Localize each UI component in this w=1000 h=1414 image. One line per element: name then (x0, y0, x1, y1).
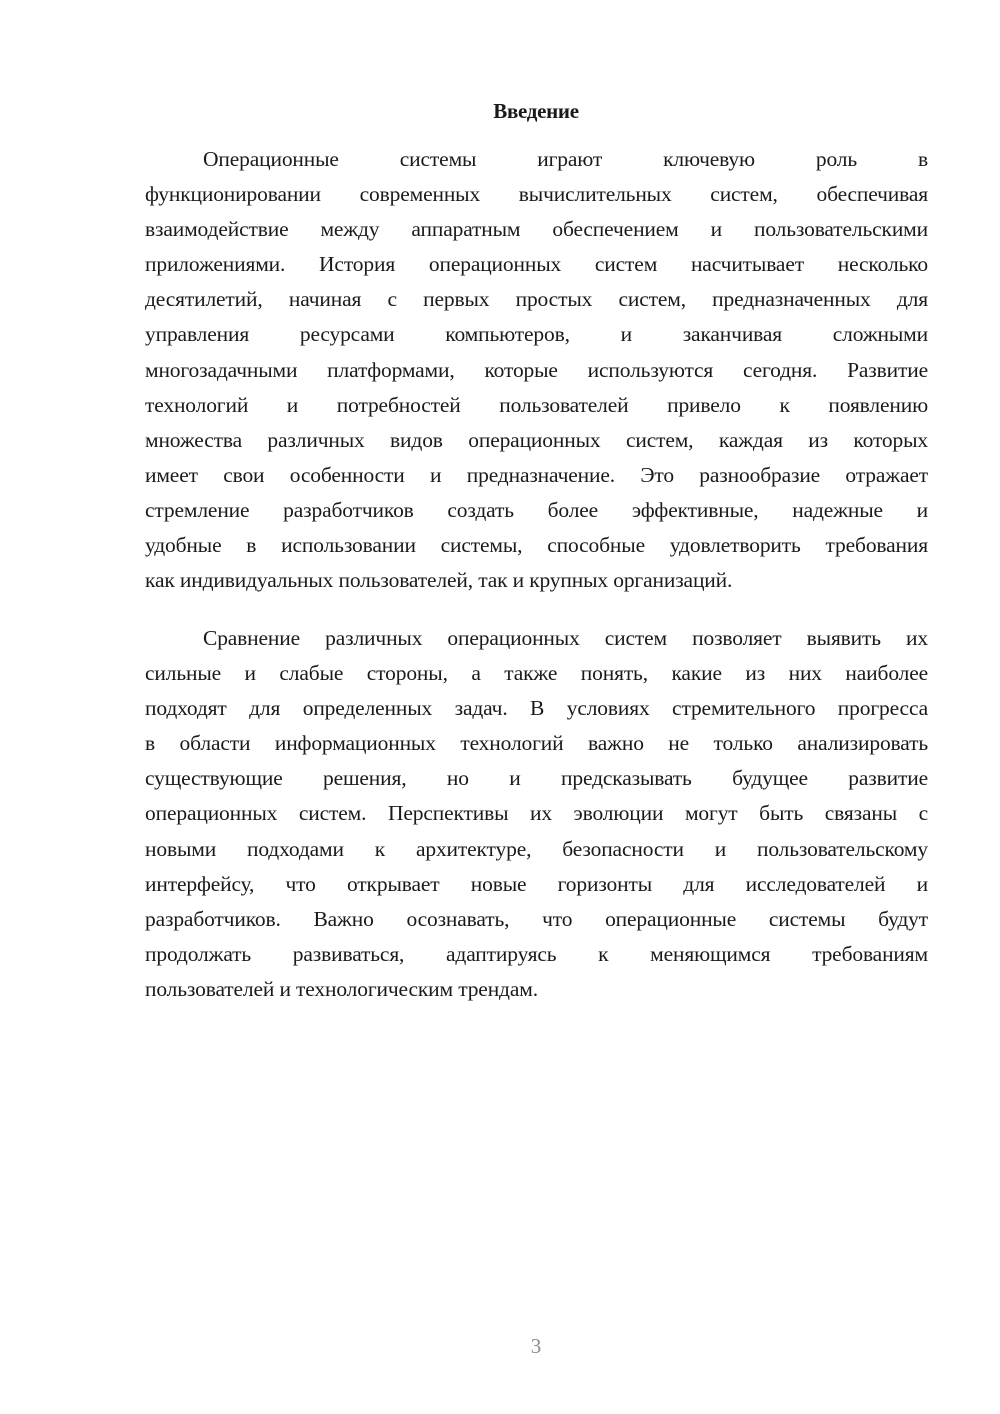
text-line: Сравнение различных операционных систем позволяет выявить их (203, 626, 928, 650)
text-line: операционных систем. Перспективы их эволюции могут быть связаны с (145, 801, 928, 826)
text-line: Операционные системы играют ключевую роль в (203, 147, 928, 171)
text-line: новыми подходами к архитектуре, безопасности и пользовательскому (145, 836, 928, 861)
text-line: многозадачными платформами, которые используются сегодня. Развитие (145, 357, 928, 382)
paragraph-introduction-1 (145, 142, 928, 598)
text-line: приложениями. История операционных систем насчитывает несколько (145, 252, 928, 277)
text-line: десятилетий, начиная с первых простых систем, предназначенных для (145, 287, 928, 312)
paragraph-introduction-2 (145, 621, 928, 1007)
text-line: технологий и потребностей пользователей привело к появлению (145, 392, 928, 417)
text-line: функционировании современных вычислительных систем, обеспечивая (145, 182, 928, 207)
text-line: интерфейсу, что открывает новые горизонты для исследователей и (145, 871, 928, 896)
text-line: пользователей и технологическим трендам. (145, 976, 538, 1001)
text-line: в области информационных технологий важно не только анализировать (145, 731, 928, 756)
text-line: подходят для определенных задач. В условиях стремительного прогресса (145, 696, 928, 721)
text-line: сильные и слабые стороны, а также понять, какие из них наиболее (145, 661, 928, 686)
text-line: стремление разработчиков создать более эффективные, надежные и (145, 497, 928, 522)
text-line: управления ресурсами компьютеров, и заканчивая сложными (145, 322, 928, 347)
text-line: имеет свои особенности и предназначение. Это разнообразие отражает (145, 462, 928, 487)
text-line: как индивидуальных пользователей, так и крупных организаций. (145, 568, 733, 593)
section-heading: Введение (493, 99, 579, 123)
page-number: 3 (530, 1334, 542, 1358)
text-line: продолжать развиваться, адаптируясь к меняющимся требованиям (145, 941, 928, 966)
text-line: разработчиков. Важно осознавать, что операционные системы будут (145, 906, 928, 931)
text-line: взаимодействие между аппаратным обеспечением и пользовательскими (145, 217, 928, 242)
text-line: удобные в использовании системы, способные удовлетворить требования (145, 533, 928, 558)
text-line: множества различных видов операционных систем, каждая из которых (145, 427, 928, 452)
text-line: существующие решения, но и предсказывать будущее развитие (145, 766, 928, 791)
